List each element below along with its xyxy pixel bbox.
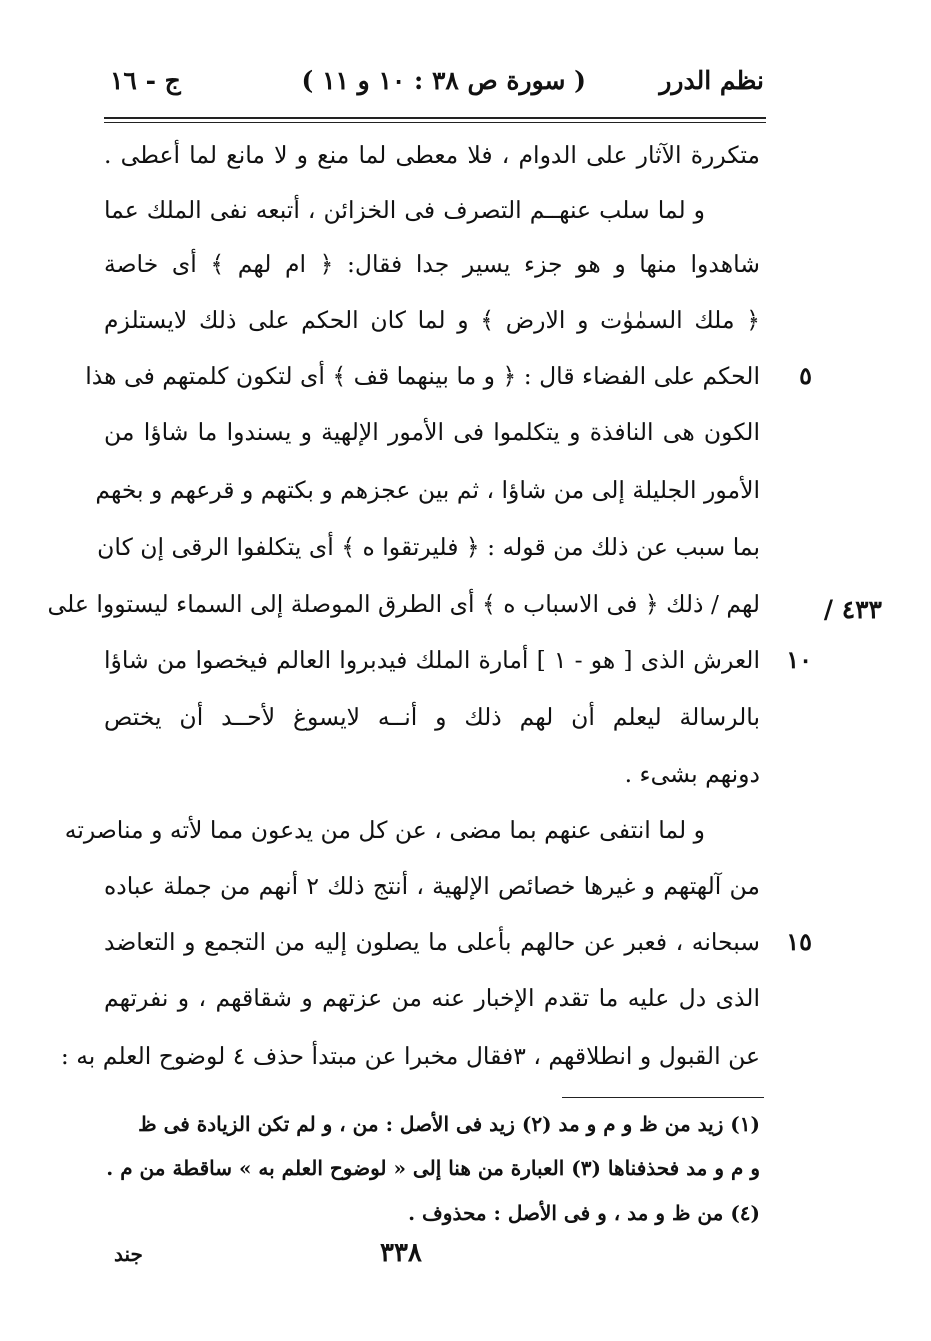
text-line: لهم / ذلك ﴿ فى الاسباب ه ﴾ أى الطرق الموصلة إلى السماء ليستووا على	[47, 590, 760, 618]
text-line: دونهم بشىء .	[624, 760, 760, 788]
text-line: شاهدوا منها و هو جزء يسير جدا فقال: ﴿ ام لهم ﴾ أى خاصة	[104, 250, 760, 278]
line-number-5: ٥	[799, 361, 812, 390]
text-line: الحكم على الفضاء قال : ﴿ و ما بينهما قف ﴾ أى لتكون كلمتهم فى هذا	[85, 362, 760, 390]
text-line: ﴿ ملك السمٰوٰت و الارض ﴾ و لما كان الحكم على ذلك لايستلزم	[104, 306, 760, 334]
text-line: متكررة الآثار على الدوام ، فلا معطى لما منع و لا مانع لما أعطى .	[104, 141, 760, 169]
text-line: و لما انتفى عنهم بما مضى ، عن كل من يدعون مما لأته و مناصرته	[64, 816, 705, 844]
footnote-separator	[562, 1097, 764, 1098]
page-number: ٣٣٨	[380, 1238, 422, 1268]
footnote-line: و م و مد فحذفناها (٣) العبارة من هنا إلى « لوضوح العلم به » ساقطة من م .	[106, 1156, 760, 1180]
volume-number: ج - ١٦	[110, 66, 181, 95]
manuscript-folio-marker: ٤٣٣ /	[823, 595, 882, 624]
text-line: بما سبب عن ذلك من قوله : ﴿ فليرتقوا ه ﴾ أى يتكلفوا الرقى إن كان	[97, 533, 760, 561]
book-title: نظم الدرر	[659, 66, 764, 95]
footnote-line: (٤) من ظ و مد ، و فى الأصل : محذوف .	[408, 1201, 760, 1225]
footnote-line: (١) زيد من ظ و م و مد (٢) زيد فى الأصل : من ، و لم تكن الزيادة فى ظ	[138, 1112, 760, 1136]
sura-reference: ( سورة ص ٣٨ : ١٠ و ١١ )	[301, 66, 586, 95]
text-line: بالرسالة ليعلم أن لهم ذلك و أنــه لايسوغ لأحــد أن يختص	[104, 703, 760, 731]
page-header	[104, 66, 764, 106]
text-line: سبحانه ، فعبر عن حالهم بأعلى ما يصلون إليه من التجمع و التعاضد	[104, 928, 760, 956]
header-rule-thin	[104, 122, 766, 123]
line-number-10: ١٠	[786, 645, 812, 674]
text-line: و لما سلب عنهــم التصرف فى الخزائن ، أتبعه نفى الملك عما	[104, 196, 705, 224]
text-line: الكون هى النافذة و يتكلموا فى الأمور الإلهية و يسندوا ما شاؤا من	[104, 418, 760, 446]
text-line: من آلهتهم و غيرها خصائص الإلهية ، أنتج ذلك ٢ أنهم من جملة عباده	[104, 872, 760, 900]
line-number-15: ١٥	[786, 927, 812, 956]
header-rule-thick	[104, 117, 766, 119]
text-line: عن القبول و انطلاقهم ، ٣فقال مخبرا عن مبتدأ حذف ٤ لوضوح العلم به :	[60, 1042, 760, 1070]
text-line: العرش الذى [ هو - ١ ] أمارة الملك فيدبروا العالم فيخصوا من شاؤا	[104, 646, 760, 674]
text-line: الذى دل عليه ما تقدم الإخبار عنه من عزتهم و شقاقهم ، و نفرتهم	[104, 984, 760, 1012]
signature-mark: جند	[114, 1242, 143, 1266]
text-line: الأمور الجليلة إلى من شاؤا ، ثم بين عجزهم و بكتهم و قرعهم و بخهم	[95, 476, 760, 504]
